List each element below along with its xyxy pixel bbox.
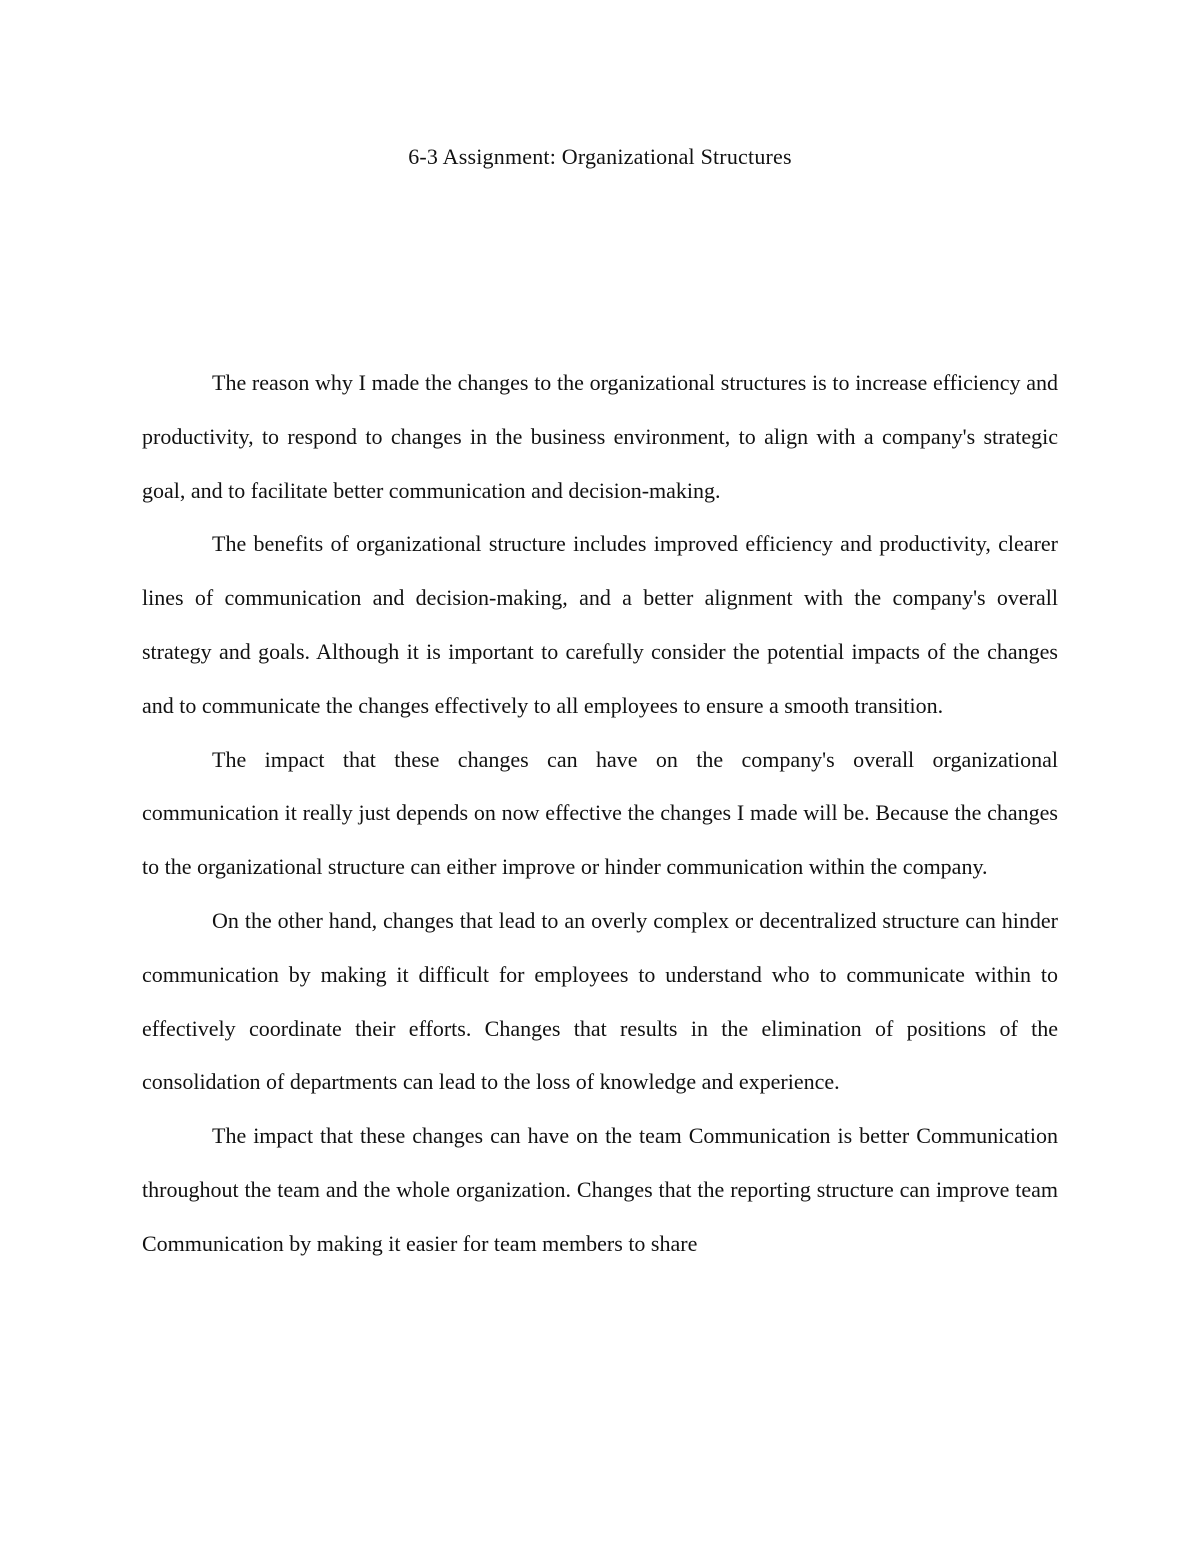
document-body bbox=[142, 356, 1058, 1271]
document-title: 6-3 Assignment: Organizational Structures bbox=[408, 144, 792, 169]
paragraph-benefits: The benefits of organizational structure includes improved efficiency and productivity, clearer lines of communication and decision-making, and a better alignment with the company's overall strategy and goals. Although it is important to carefully consider the potential impacts of the changes and to communicate the changes effectively to all employees to ensure a smooth transition. bbox=[142, 531, 1058, 718]
paragraph-team-communication-impact: The impact that these changes can have on the team Communication is better Communication throughout the team and the whole organization. Changes that the reporting structure can improve team Communication by making it easier for team members to share bbox=[142, 1123, 1058, 1256]
paragraph-hinder-communication: On the other hand, changes that lead to an overly complex or decentralized structure can hinder communication by making it difficult for employees to understand who to communicate within to effectively coordinate their efforts. Changes that results in the elimination of positions of the consolidation of departments can lead to the loss of knowledge and experience. bbox=[142, 907, 1058, 1095]
paragraph-reason-for-changes: The reason why I made the changes to the organizational structures is to increase efficiency and productivity, to respond to changes in the business environment, to align with a company's strategic goal, and to facilitate better communication and decision-making. bbox=[142, 370, 1058, 503]
paragraph-company-communication-impact: The impact that these changes can have on the company's overall organizational communication it really just depends on now effective the changes I made will be. Because the changes to the organizational structure can either improve or hinder communication within the company. bbox=[142, 746, 1058, 880]
